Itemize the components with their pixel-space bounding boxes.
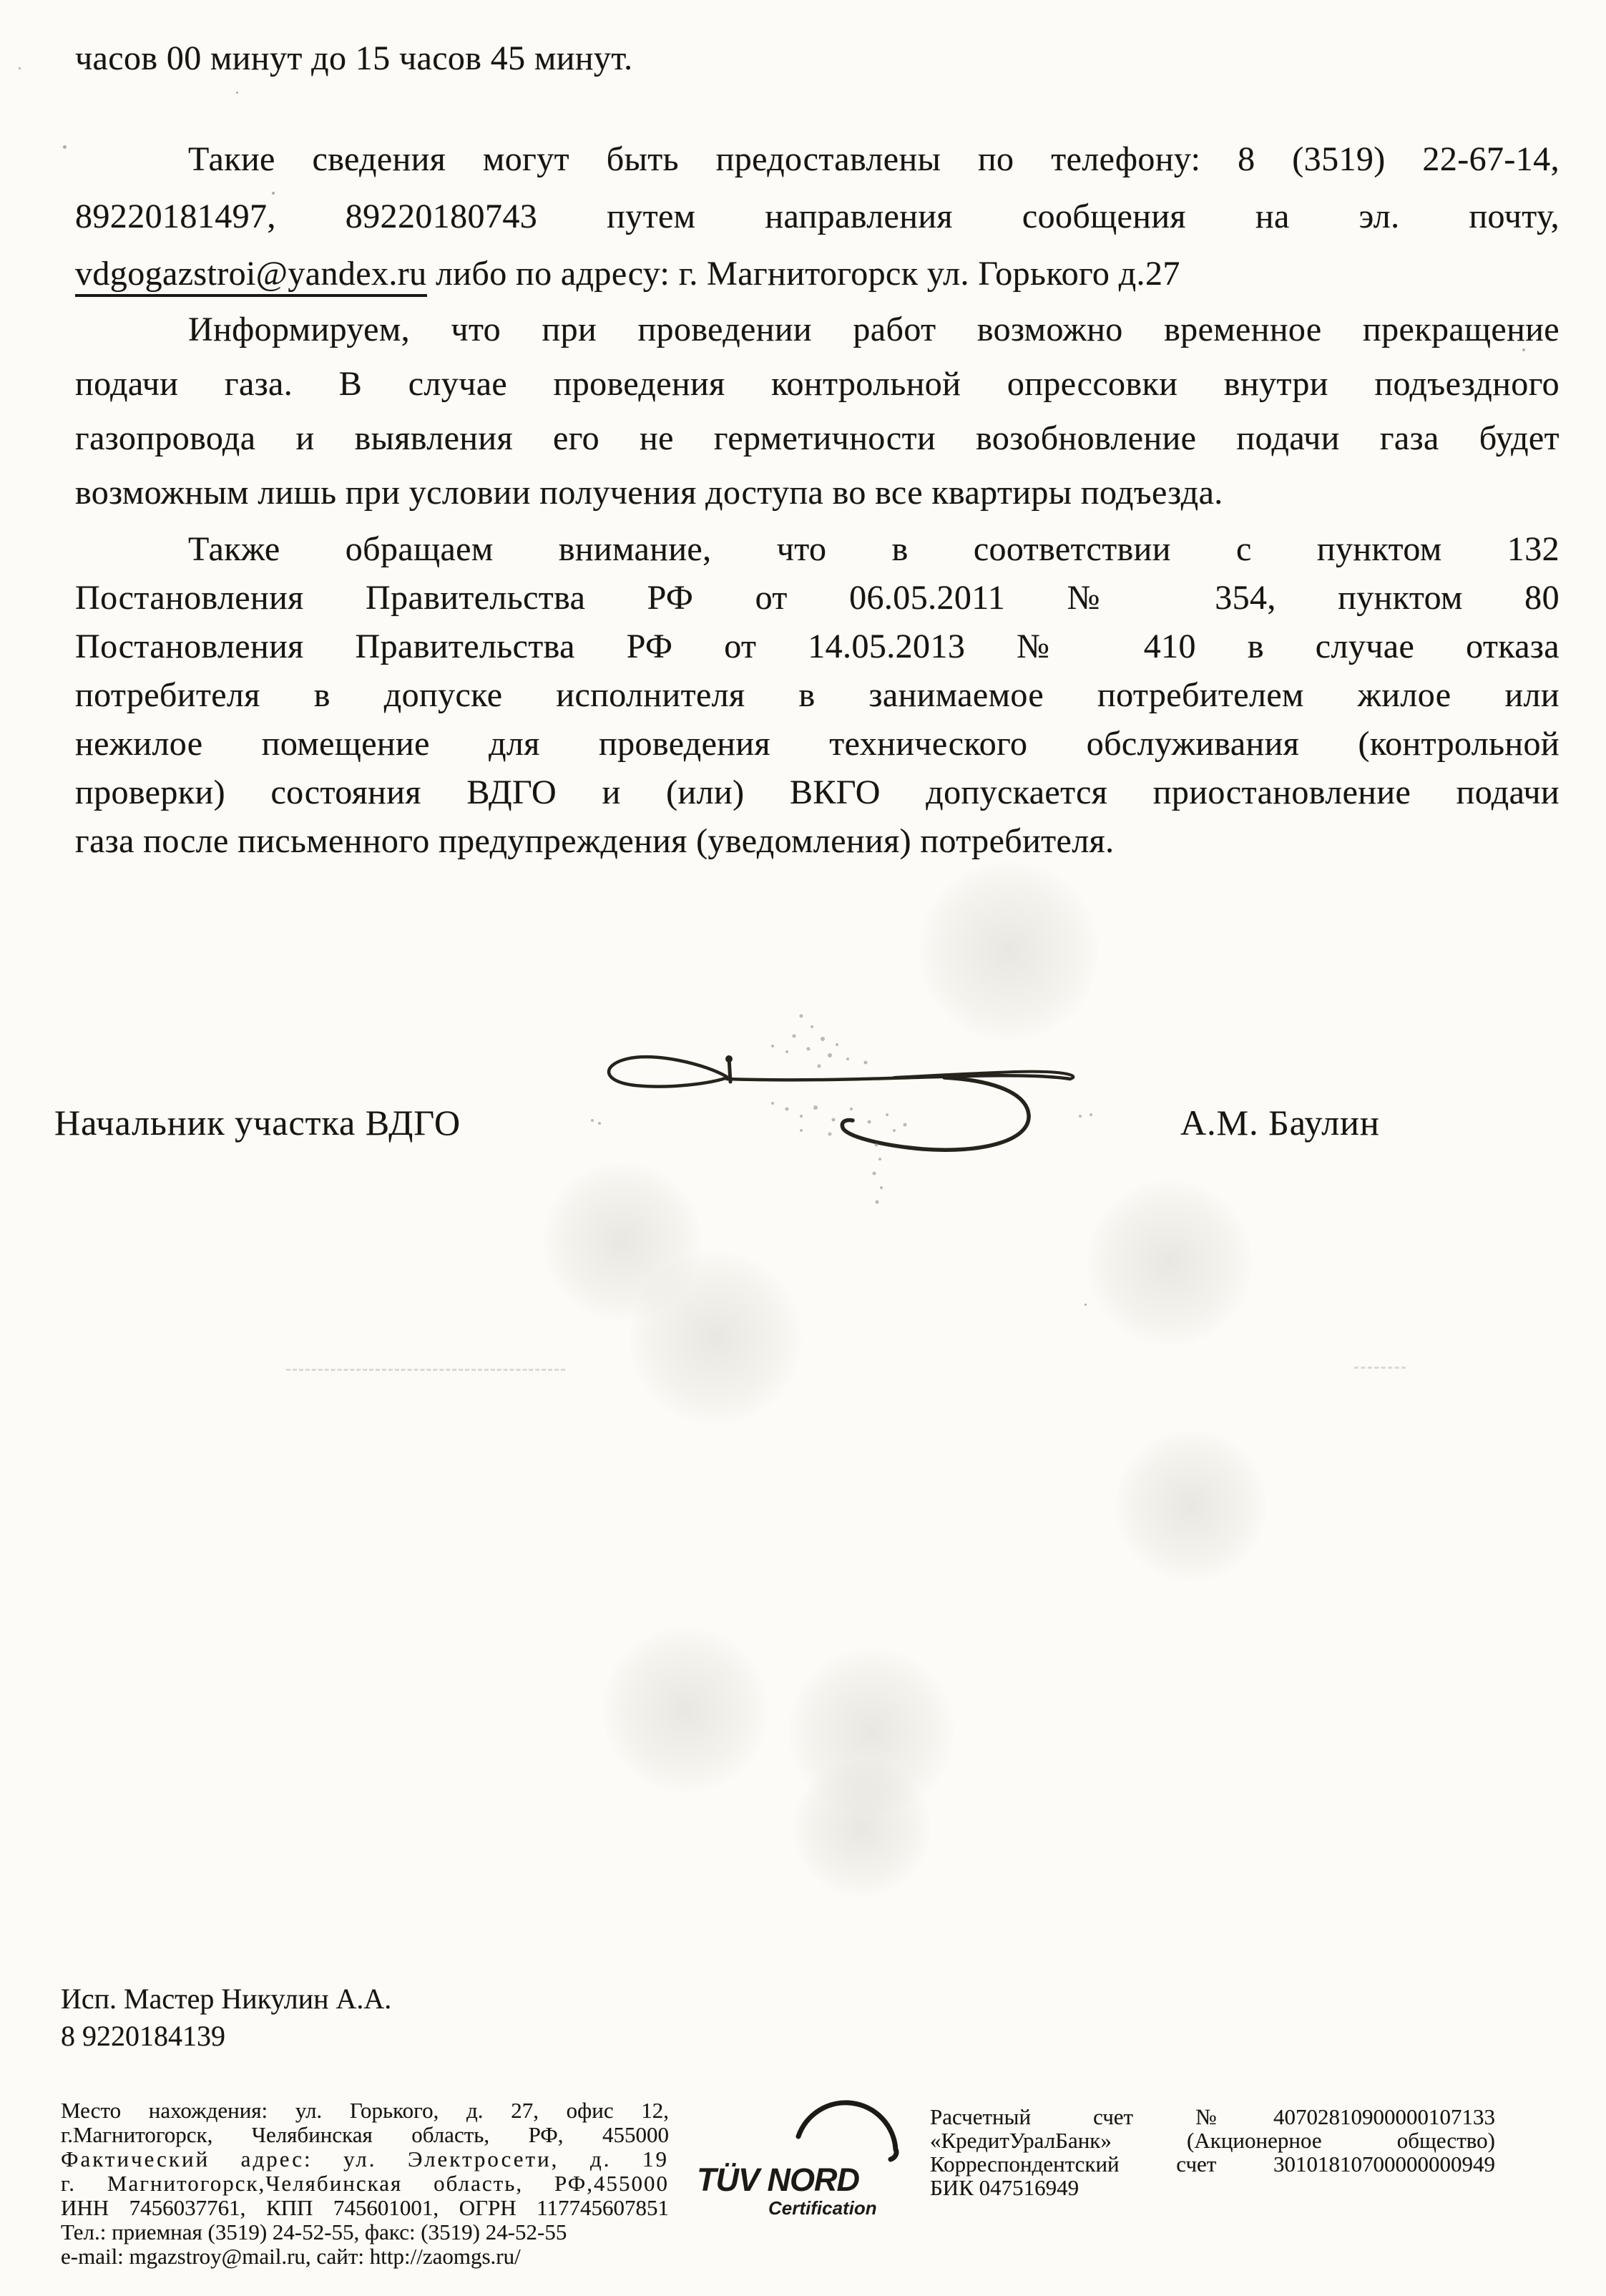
- footer-bank-line-1: Расчетный счет №40702810900000107133: [930, 2104, 1495, 2129]
- signature-loop: [609, 1057, 727, 1086]
- executor-phone-line: 8 9220184139: [61, 2020, 225, 2052]
- paper-smudge: [603, 1628, 768, 1792]
- footer-address-line-4: г. Магнитогорск,Челябинская область, РФ,455000: [61, 2171, 669, 2196]
- logo-brand-text: TÜV NORD: [697, 2161, 859, 2198]
- resolution-paragraph-line-6: проверки) состояния ВДГО и (или) ВКГО допускается приостановление подачи: [75, 773, 1560, 811]
- executor-name-line: Исп. Мастер Никулин А.А.: [61, 1983, 392, 2015]
- scan-speck: [63, 145, 67, 149]
- inform-paragraph-line-1: Информируем, что при проведении работ возможно временное прекращение: [188, 311, 1560, 348]
- paper-smudge: [1087, 1181, 1252, 1345]
- signatory-name: А.М. Баулин: [1180, 1103, 1380, 1143]
- phone-paragraph-line-3: [75, 254, 1560, 295]
- signature-title: Начальник участка ВДГО: [54, 1103, 461, 1143]
- scan-speck: [236, 92, 238, 94]
- intro-line: часов 00 минут до 15 часов 45 минут.: [75, 39, 633, 77]
- phone-paragraph-line-1: Такие сведения могут быть предоставлены по телефону: 8 (3519) 22-67-14,: [188, 140, 1560, 178]
- signature-scribble: [587, 1002, 1102, 1245]
- resolution-paragraph-line-1: Также обращаем внимание, что в соответствии с пунктом 132: [188, 530, 1560, 568]
- signature-curl: [842, 1078, 1029, 1150]
- phone-paragraph-line-2: 89220181497, 89220180743 путем направления сообщения на эл. почту,: [75, 197, 1560, 235]
- logo-caption-text: Certification: [768, 2197, 877, 2219]
- tuv-nord-logo: [680, 2098, 916, 2227]
- footer-address-block: [61, 2099, 669, 2269]
- logo-arc: [798, 2103, 896, 2159]
- footer-email-site-line: e-mail: mgazstroy@mail.ru, сайт: http://zaomgs.ru/: [61, 2244, 521, 2269]
- resolution-paragraph-line-7: газа после письменного предупреждения (уведомления) потребителя.: [75, 822, 1115, 860]
- footer-bank-line-2: «КредитУралБанк» (Акционерное общество): [930, 2128, 1495, 2153]
- footer-address-line-5: ИНН 7456037761, КПП 745601001, ОГРН 117745607851: [61, 2195, 669, 2220]
- email-link-text: vdgogazstroi@yandex.ru: [75, 255, 427, 297]
- inform-paragraph-line-2: подачи газа. В случае проведения контрольной опрессовки внутри подъездного: [75, 365, 1560, 403]
- resolution-paragraph-line-2: Постановления Правительства РФ от 06.05.2011 № 354, пунктом 80: [75, 579, 1560, 617]
- scan-speck: [1522, 348, 1525, 351]
- footer-phone-fax-line: Тел.: приемная (3519) 24-52-55, факс: (3519) 24-52-55: [61, 2219, 567, 2244]
- scan-speck: [1084, 1304, 1087, 1306]
- paper-smudge: [789, 1649, 954, 1814]
- paper-smudge: [794, 1760, 930, 1896]
- scan-streak: [286, 1369, 565, 1371]
- footer-address-line-1: Место нахождения: ул. Горького, д. 27, офис 12,: [61, 2098, 669, 2123]
- footer-address-line-3: Фактический адрес: ул. Электросети, д. 19: [61, 2146, 669, 2172]
- inform-paragraph-line-3: газопровода и выявления его не герметичности возобновление подачи газа будет: [75, 419, 1560, 457]
- resolution-paragraph-line-5: нежилое помещение для проведения технического обслуживания (контрольной: [75, 725, 1560, 763]
- footer-bank-line-4: БИК 047516949: [930, 2175, 1079, 2200]
- signature-ink-blob: [725, 1055, 733, 1062]
- paper-smudge: [630, 1252, 801, 1424]
- resolution-paragraph-line-3: Постановления Правительства РФ от 14.05.2013 № 410 в случае отказа: [75, 627, 1560, 665]
- footer-bank-line-3: Корреспондентский счет 30101810700000000949: [930, 2151, 1495, 2177]
- scan-speck: [272, 192, 275, 195]
- resolution-paragraph-line-4: потребителя в допуске исполнителя в занимаемое потребителем жилое или: [75, 676, 1560, 714]
- paper-smudge: [1116, 1431, 1266, 1581]
- scan-speck: [19, 67, 21, 69]
- scan-streak: [1354, 1367, 1406, 1369]
- inform-paragraph-line-4: возможным лишь при условии получения доступа во все квартиры подъезда.: [75, 474, 1223, 512]
- footer-bank-block: [930, 2105, 1495, 2199]
- signature-ink-speckles: [591, 1015, 1092, 1204]
- address-after-email-text: либо по адресу: г. Магнитогорск ул. Горького д.27: [426, 255, 1180, 293]
- footer-address-line-2: г.Магнитогорск, Челябинская область, РФ, 455000: [61, 2122, 669, 2147]
